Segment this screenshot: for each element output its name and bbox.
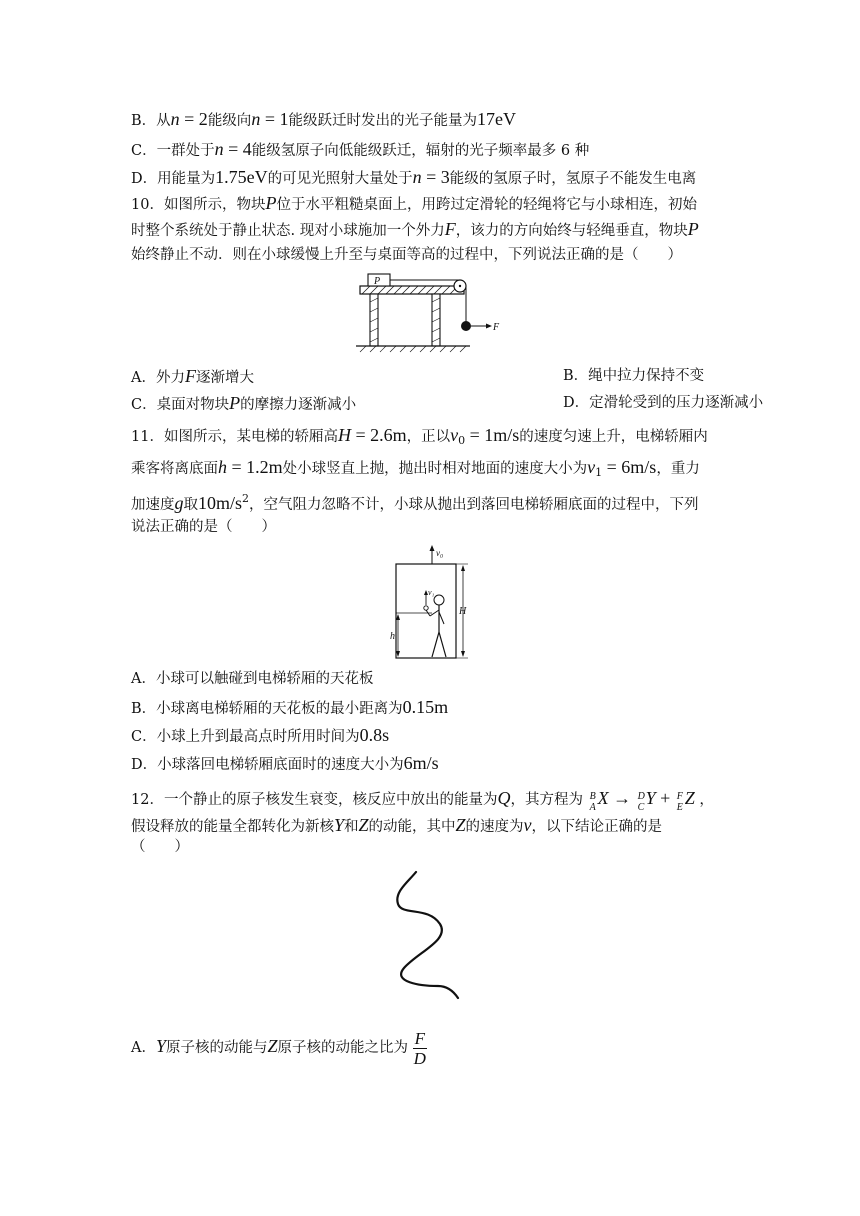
q12-option-a: A．Y原子核的动能与Z原子核的动能之比为 $\frac{F}{D}$	[131, 1028, 426, 1068]
q10-options-row-1	[131, 365, 705, 389]
h-big-label: H	[459, 606, 467, 617]
force-f-label: F	[493, 322, 500, 333]
q11-option-a: A．小球可以触碰到电梯轿厢的天花板	[131, 671, 374, 687]
q10-option-d: D．定滑轮受到的压力逐渐减小	[563, 395, 764, 411]
q12-wavy-squiggle	[390, 868, 470, 1004]
nuclear-equation: B A X → D C Y + F E Z	[589, 788, 695, 813]
q11-stem-line-2: 乘客将离底面h = 1.2m处小球竖直上抛，抛出时相对地面的速度大小为$v_1 = 6m/s$，重力	[131, 457, 700, 479]
q9-option-b: B．从n = 2能级向n = 1能级跃迁时发出的光子能量为17eV	[131, 109, 516, 129]
q10-stem-line-2: 时整个系统处于静止状态. 现对小球施加一个外力F，该力的方向始终与轻绳垂直，物块P	[131, 219, 699, 239]
q11-option-b: B．小球离电梯轿厢的天花板的最小距离为0.15m	[131, 697, 449, 717]
v0-label: v₀	[436, 548, 444, 558]
q11-elevator-figure	[386, 544, 476, 662]
q11-stem-line-3: 加速度g取$10m/s^2$，空气阻力忽略不计，小球从抛出到落回电梯轿厢底面的过程中，下列	[131, 492, 699, 513]
q10-options-row-2	[131, 392, 764, 416]
q11-stem-line-1: 11．如图所示，某电梯的轿厢高H = 2.6m，正以$v_0 = 1m/s$的速度匀速上升，电梯轿厢内	[131, 425, 708, 447]
q11-option-d: D．小球落回电梯轿厢底面时的速度大小为6m/s	[131, 753, 439, 773]
q11-stem-line-4: 说法正确的是（ ）	[131, 519, 276, 535]
q10-option-b: B．绳中拉力保持不变	[563, 368, 705, 384]
q12-stem-line-2: 假设释放的能量全都转化为新核Y和Z的动能，其中Z的速度为v，以下结论正确的是	[131, 815, 663, 835]
q10-stem-line-3: 始终静止不动．则在小球缓慢上升至与桌面等高的过程中，下列说法正确的是（ ）	[131, 247, 682, 263]
q10-option-c: C．桌面对物块P的摩擦力逐渐减小	[131, 393, 357, 413]
h-small-label: h	[390, 631, 395, 642]
q10-option-a: A．外力F逐渐增大	[131, 366, 254, 386]
q12-stem-line-3: （ ）	[131, 839, 189, 855]
q9-option-c: C．一群处于n = 4能级氢原子向低能级跃迁，辐射的光子频率最多 6 种	[131, 139, 590, 159]
q11-option-c: C．小球上升到最高点时所用时间为0.8s	[131, 725, 390, 745]
v1-label: v₁	[428, 588, 435, 597]
block-p-label: P	[374, 276, 381, 287]
q10-table-pulley-figure	[352, 268, 512, 354]
q12-stem-line-1: 12．一个静止的原子核发生衰变，核反应中放出的能量为Q，其方程为 B A X → D C Y + F E Z ，	[131, 788, 714, 813]
q9-option-d: D．用能量为1.75eV的可见光照射大量处于n = 3能级的氢原子时，氢原子不能发生电离	[131, 167, 697, 187]
q10-stem-line-1: 10．如图所示，物块P位于水平粗糙桌面上，用跨过定滑轮的轻绳将它与小球相连，初始	[131, 193, 697, 213]
ratio-fraction: $\frac{F}{D}$	[413, 1028, 426, 1068]
